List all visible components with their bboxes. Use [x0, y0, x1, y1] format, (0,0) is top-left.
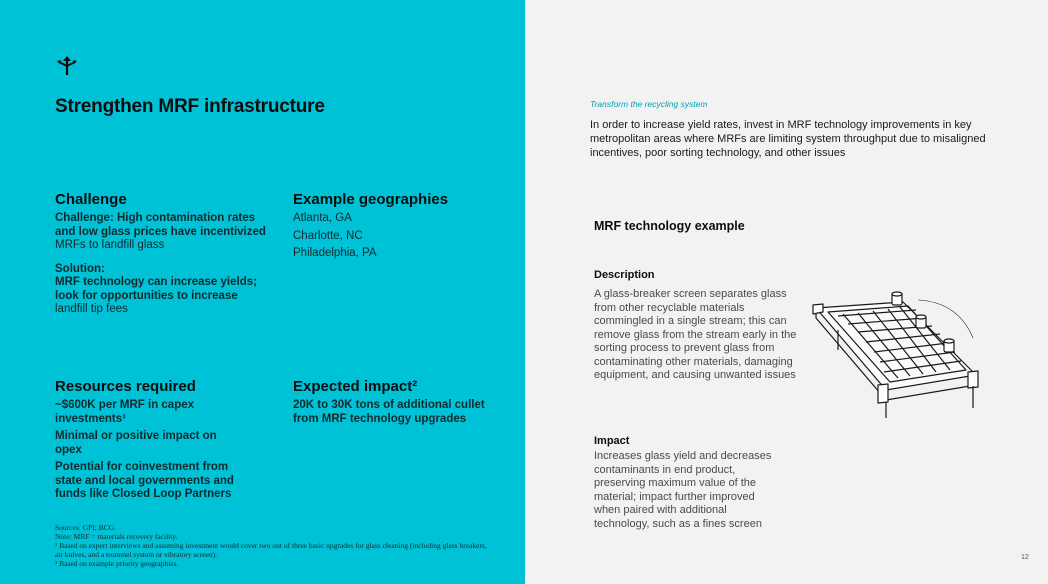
- page-title: Strengthen MRF infrastructure: [55, 96, 325, 117]
- source-line: Note: MRF = materials recovery facility.: [55, 532, 178, 541]
- description-heading: Description: [594, 269, 655, 281]
- geography-item: Atlanta, GA: [293, 212, 352, 224]
- impact-text: 20K to 30K tons of additional cullet from MRF technology upgrades: [293, 399, 485, 425]
- geographies-section: [293, 191, 493, 265]
- challenge-text: MRFs to landfill glass: [55, 239, 165, 251]
- geographies-heading: Example geographies: [293, 191, 449, 208]
- impact-description: Increases glass yield and decreases contaminants in end product, preserving maximum value of the material; impact further improved when paired with additional technology, such as a fines screen: [594, 450, 772, 530]
- resource-item: ~$600K per MRF in capex investments¹: [55, 399, 195, 425]
- source-line: ¹ Based on expert interviews and assuming investment would cover two out of three basic upgrades for glass cleaning (including glass breakers, air knives, and a trommel system or vibratory screen).: [55, 541, 487, 559]
- impact-section: [293, 378, 493, 426]
- kicker-text: Transform the recycling system: [590, 99, 708, 109]
- geography-item: Philadelphia, PA: [293, 247, 377, 259]
- challenge-label: Challenge:: [55, 212, 114, 224]
- resource-item: Minimal or positive impact on opex: [55, 430, 217, 456]
- solution-text: landfill tip fees: [55, 303, 128, 315]
- resources-heading: Resources required: [55, 378, 196, 395]
- intro-paragraph: In order to increase yield rates, invest in MRF technology improvements in key metropolitan areas where MRFs are limiting system throughput due to misaligned incentives, poor sorting technology, and other issues: [590, 119, 986, 159]
- challenge-text-bold: High contamination rates and low glass prices have incentivized: [55, 212, 266, 238]
- resource-item: Potential for coinvestment from state and local governments and funds like Closed Loop Partners: [55, 461, 234, 500]
- impact-heading: Expected impact²: [293, 378, 418, 395]
- sources-footnotes: [55, 523, 495, 568]
- example-title: MRF technology example: [594, 219, 745, 233]
- page-number: 12: [1021, 554, 1029, 561]
- impact-subheading: Impact: [594, 435, 630, 447]
- solution-paragraph: [55, 263, 270, 317]
- source-line: Sources: GPI; BCG.: [55, 523, 117, 532]
- description-text: A glass-breaker screen separates glass from other recyclable materials commingled in a single stream; this can remove glass from the stream early in the sorting process to prevent glass from contaminating other materials, damaging equipment, and causing unwanted issues: [594, 288, 797, 381]
- challenge-paragraph: [55, 212, 270, 253]
- challenge-heading: Challenge: [55, 191, 127, 208]
- solution-text-bold: MRF technology can increase yields; look for opportunities to increase: [55, 276, 257, 302]
- geography-item: Charlotte, NC: [293, 229, 363, 242]
- source-line: ² Based on example priority geographies.: [55, 559, 179, 568]
- resources-section: [55, 378, 235, 502]
- arrows-up-split-icon: [55, 53, 79, 77]
- challenge-section: [55, 191, 270, 317]
- glass-breaker-screen-illustration: [808, 290, 983, 420]
- solution-label: Solution:: [55, 262, 105, 275]
